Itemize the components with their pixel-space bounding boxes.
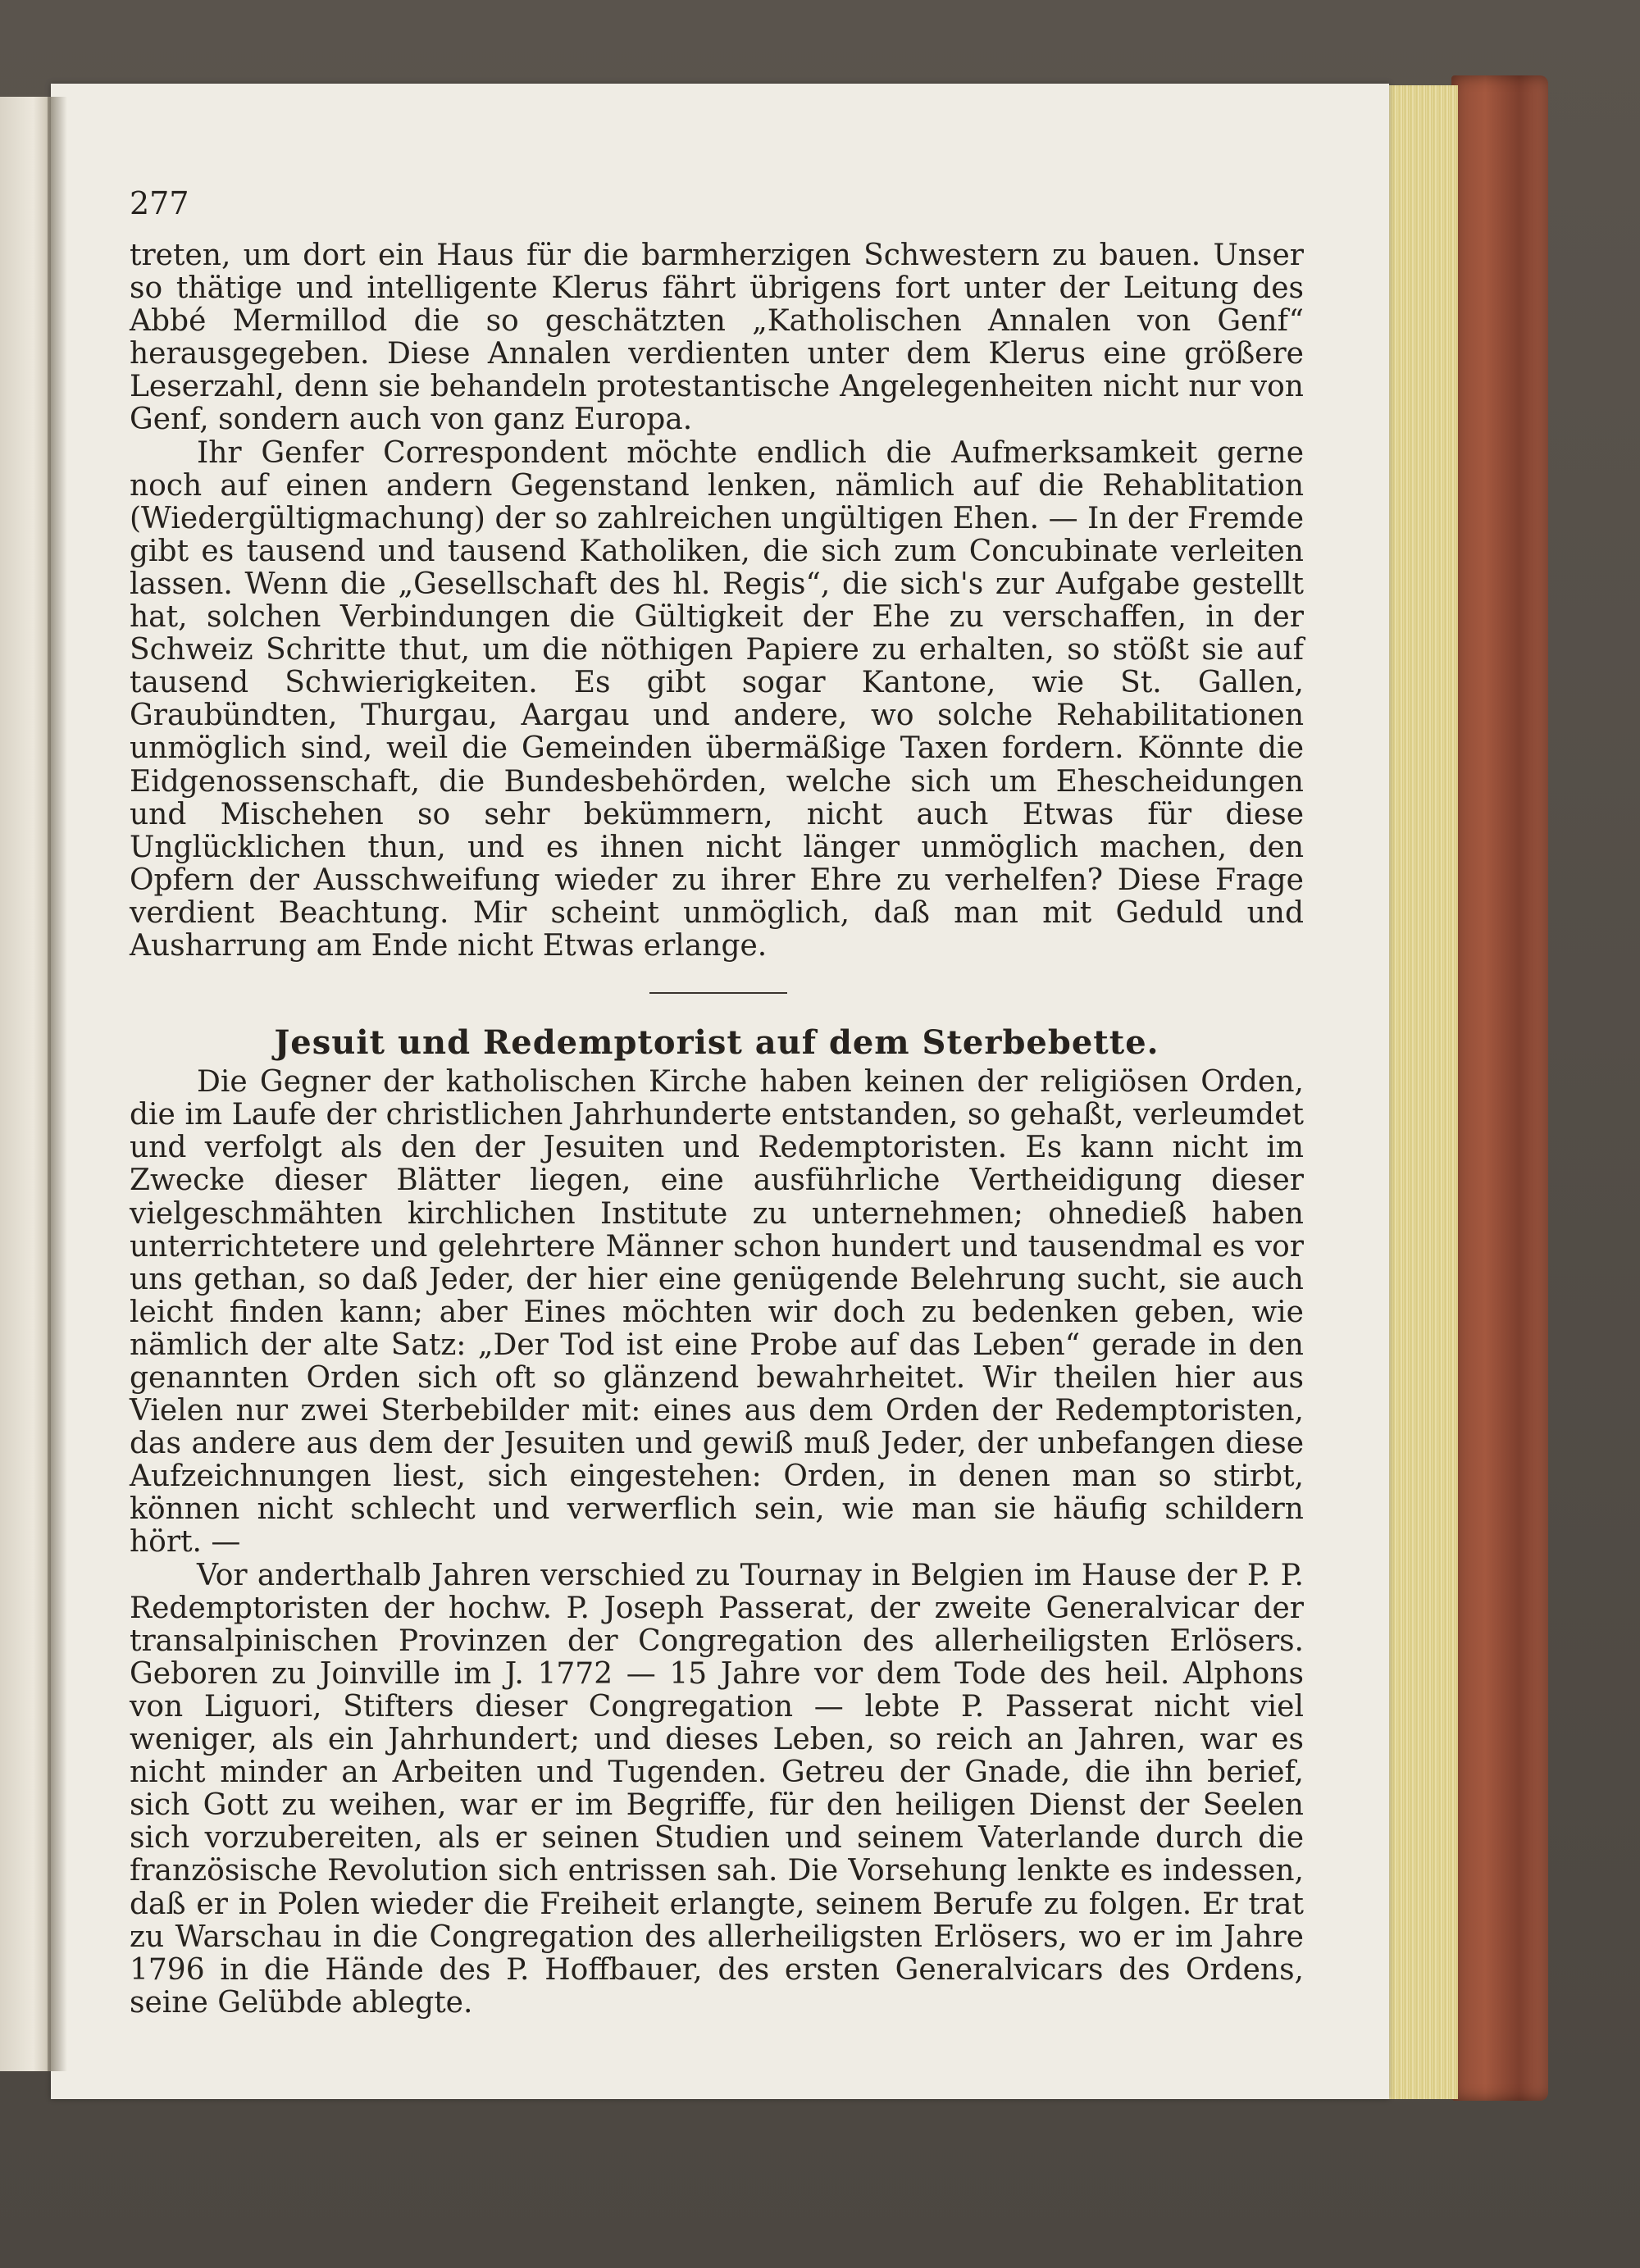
section-heading: Jesuit und Redemptorist auf dem Sterbebette. [274,1023,1159,1063]
book-cover-edge [1451,75,1548,2101]
page-text [130,182,1304,2020]
facing-page-edge [0,97,49,2071]
paragraph-1: treten, um dort ein Haus für die barmherzigen Schwestern zu bauen. Unser so thätige und intelligente Klerus fährt übrigens fort unter der Leitung des Abbé Mermillod die so geschätzten „Katholischen Annalen von Genf“ herausgegeben. Diese Annalen verdienten unter dem Klerus eine größere Leserzahl, denn sie behandeln protestantische Angelegenheiten nicht nur von Genf, sondern auch von ganz Europa. [130,239,1304,437]
paragraph-3: Die Gegner der katholischen Kirche haben keinen der religiösen Orden, die im Laufe der christlichen Jahrhunderte entstanden, so gehaßt, verleumdet und verfolgt als den der Jesuiten und Redemptoristen. Es kann nicht im Zwecke dieser Blätter liegen, eine ausführliche Vertheidigung dieser vielgeschmähten kirchlichen Institute zu unternehmen; ohnedieß haben unterrichtetere und gelehrtere Männer schon hundert und tausendmal es vor uns gethan, so daß Jeder, der hier eine genügende Belehrung sucht, sie auch leicht finden kann; aber Eines möchten wir doch zu bedenken geben, wie nämlich der alte Satz: „Der Tod ist eine Probe auf das Leben“ gerade in den genannten Orden sich oft so glänzend bewahrheitet. Wir theilen hier aus Vielen nur zwei Sterbebilder mit: eines aus dem Orden der Redemptoristen, das andere aus dem der Jesuiten und gewiß muß Jeder, der unbefangen diese Aufzeichnungen liest, sich eingestehen: Orden, in denen man so stirbt, können nicht schlecht und verwerflich sein, wie man sie häufig schildern hört. — [130,1065,1304,1560]
section-divider [130,963,1304,1023]
page-block-edges [1386,85,1458,2099]
paragraph-4: Vor anderthalb Jahren verschied zu Tournay in Belgien im Hause der P. P. Redemptoristen der hochw. P. Joseph Passerat, der zweite Generalvicar der transalpinischen Provinzen der Congregation des allerheiligsten Erlösers. Geboren zu Joinville im J. 1772 — 15 Jahre vor dem Tode des heil. Alphons von Liguori, Stifters dieser Congregation — lebte P. Passerat nicht viel weniger, als ein Jahrhundert; und dieses Leben, so reich an Jahren, war es nicht minder an Arbeiten und Tugenden. Getreu der Gnade, die ihn berief, sich Gott zu weihen, war er im Begriffe, für den heiligen Dienst der Seelen sich vorzubereiten, als er seinen Studien und seinem Vaterlande durch die französische Revolution sich entrissen sah. Die Vorsehung lenkte es indessen, daß er in Polen wieder die Freiheit erlangte, seinem Berufe zu folgen. Er trat zu Warschau in die Congregation des allerheiligsten Erlösers, wo er im Jahre 1796 in die Hände des P. Hoffbauer, des ersten Generalvicars des Ordens, seine Gelübde ablegte. [130,1558,1304,2020]
divider-rule [649,992,787,994]
book-page [51,84,1389,2099]
gutter-shadow [48,97,67,2071]
paragraph-2: Ihr Genfer Correspondent möchte endlich die Aufmerksamkeit gerne noch auf einen andern Gegenstand lenken, nämlich auf die Rehablitation (Wiedergültigmachung) der so zahlreichen ungültigen Ehen. — In der Fremde gibt es tausend und tausend Katholiken, die sich zum Concubinate verleiten lassen. Wenn die „Gesellschaft des hl. Regis“, die sich's zur Aufgabe gestellt hat, solchen Verbindungen die Gültigkeit der Ehe zu verschaffen, in der Schweiz Schritte thut, um die nöthigen Papiere zu erhalten, so stößt sie auf tausend Schwierigkeiten. Es gibt sogar Kantone, wie St. Gallen, Graubündten, Thurgau, Aargau und andere, wo solche Rehabilitationen unmöglich sind, weil die Gemeinden übermäßige Taxen fordern. Könnte die Eidgenossenschaft, die Bundesbehörden, welche sich um Ehescheidungen und Mischehen so sehr bekümmern, nicht auch Etwas für diese Unglücklichen thun, und es ihnen nicht länger unmöglich machen, den Opfern der Ausschweifung wieder zu ihrer Ehre zu verhelfen? Diese Frage verdient Beachtung. Mir scheint unmöglich, daß man mit Geduld und Ausharrung am Ende nicht Etwas erlange. [130,435,1304,963]
page-number: 277 [130,185,189,221]
